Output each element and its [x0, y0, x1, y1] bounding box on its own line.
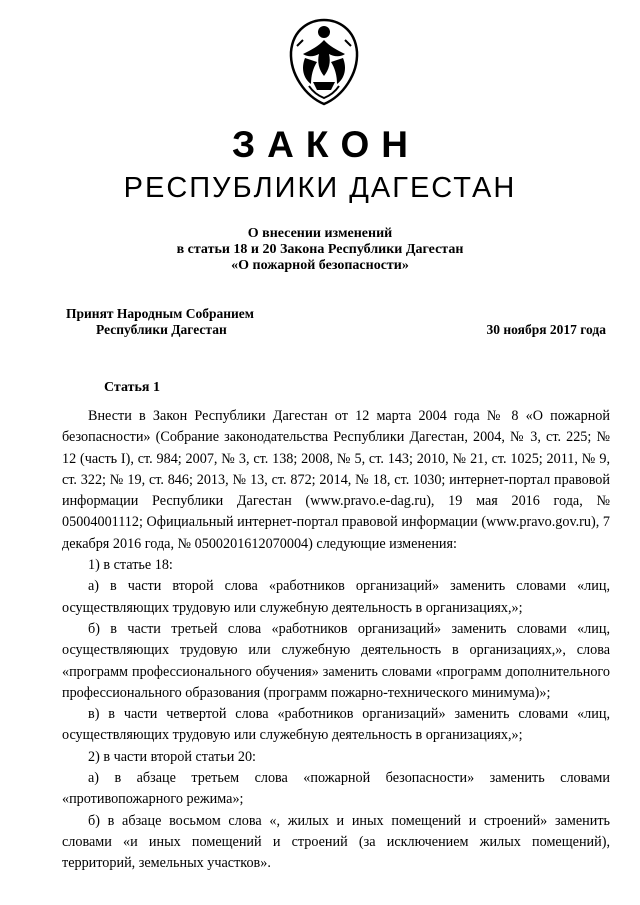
article-heading: Статья 1	[104, 380, 160, 395]
article-paragraph: 1) в статье 18:	[88, 557, 173, 574]
subject-line: в статьи 18 и 20 Закона Республики Дагестан	[176, 242, 464, 257]
subject-line: О внесении изменений	[247, 226, 393, 241]
article-paragraph: в) в части четвертой слова «работников организаций» заменить словами «лиц, осуществляющих трудовую или служебную деятельность в организациях,»;	[62, 706, 610, 744]
adoption-line: Республики Дагестан	[96, 322, 227, 337]
coat-of-arms-emblem-icon	[283, 16, 365, 108]
law-subject	[0, 226, 640, 274]
article-paragraph: б) в абзаце восьмом слова «, жилых и иных помещений и строений» заменить словами «и иных помещений и строений (за исключением жилых помещений), территорий, земельных участков».	[62, 812, 610, 872]
adoption-line: Принят Народным Собранием	[66, 306, 254, 321]
article-paragraph: а) в абзаце третьем слова «пожарной безопасности» заменить словами «противопожарного режима»;	[62, 770, 610, 808]
adoption-body	[66, 306, 254, 338]
article-body	[62, 406, 610, 875]
article-paragraph: 2) в части второй статьи 20:	[88, 748, 256, 765]
adoption-date: 30 ноября 2017 года	[486, 322, 606, 337]
document-issuer: РЕСПУБЛИКИ ДАГЕСТАН	[123, 172, 517, 204]
document-title: ЗАКОН	[232, 124, 420, 165]
subject-line: «О пожарной безопасности»	[231, 258, 409, 273]
article-paragraph: б) в части третьей слова «работников организаций» заменить словами «лиц, осуществляющих трудовую или служебную деятельность в организациях,», слова «программ профессионального обучения» заменить словами «программ дополнительного профессионального образования (программ пожарно-технического минимума)»;	[62, 620, 610, 701]
article-paragraph: а) в части второй слова «работников организаций» заменить словами «лиц, осуществляющих трудовую или служебную деятельность в организациях,»;	[62, 578, 610, 616]
article-paragraph: Внести в Закон Республики Дагестан от 12 марта 2004 года № 8 «О пожарной безопасности» (Собрание законодательства Республики Дагестан, 2004, № 3, ст. 225; № 12 (часть I), ст. 984; 2007, № 3, ст. 138; 2008, № 5, ст. 143; 2010, № 21, ст. 1025; 2011, № 9, ст. 322; № 19, ст. 846; 2013, № 13, ст. 872; 2014, № 18, ст. 1030; интернет-портал правовой информации Республики Дагестан (www.pravo.e-dag.ru), 19 мая 2016 года, № 05004001112; Официальный интернет-портал правовой информации (www.pravo.gov.ru), 7 декабря 2016 года, № 0500201612070004) следующие изменения:	[62, 408, 610, 552]
